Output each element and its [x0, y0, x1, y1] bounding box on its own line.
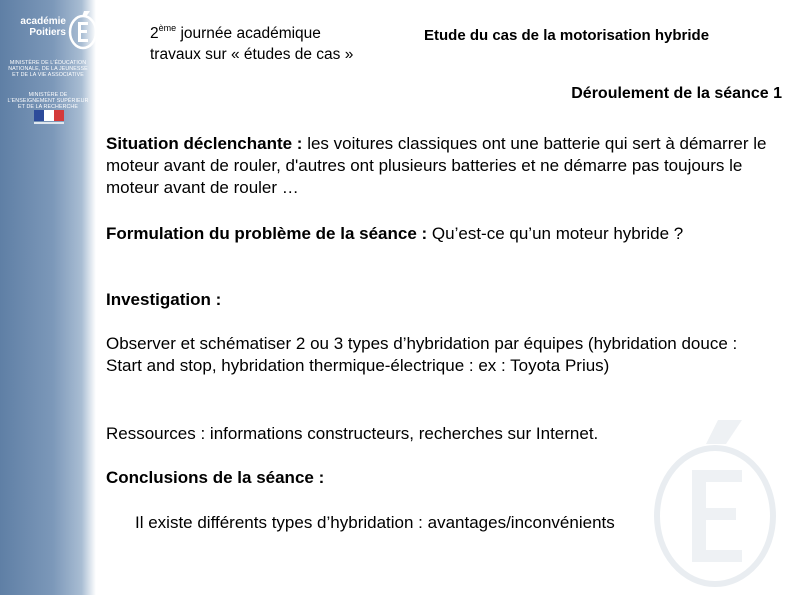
situation-text: les voitures classiques ont une batterie qui sert à démarrer le moteur avant de rouler, d'autres ont plusieurs batteries et ne démarre pas toujours le moteur avant de rouler … — [106, 134, 767, 197]
situation-label: Situation déclenchante : — [106, 134, 308, 153]
resources-text: Ressources : informations constructeurs, recherches sur Internet. — [106, 424, 599, 443]
situation-paragraph — [106, 133, 776, 199]
logo-text — [6, 16, 66, 38]
problem-label: Formulation du problème de la séance : — [106, 224, 432, 243]
academy-logo — [6, 10, 96, 54]
conclusions-text: Il existe différents types d’hybridation : avantages/inconvénients — [135, 513, 615, 532]
sidebar — [0, 0, 96, 595]
problem-text: Qu’est-ce qu’un moteur hybride ? — [431, 224, 684, 243]
session-title: Déroulement de la séance 1 — [571, 85, 782, 102]
event-superscript: ème — [158, 23, 177, 33]
event-number: 2 — [150, 25, 159, 42]
investigation-heading: Investigation : — [106, 290, 222, 309]
conclusions-heading: Conclusions de la séance : — [106, 468, 325, 487]
event-rest: journée académique — [176, 25, 321, 42]
event-title — [150, 18, 353, 65]
logo-line-poitiers: Poitiers — [29, 27, 66, 38]
investigation-text: Observer et schématiser 2 ou 3 types d’hybridation par équipes (hybridation douce : Start and stop, hybridation thermique-électrique : ex : Toyota Prius) — [106, 334, 738, 375]
ministry-research-label: MINISTÈRE DE L'ENSEIGNEMENT SUPÉRIEUR ET DE LA RECHERCHE — [7, 92, 89, 110]
problem-paragraph — [106, 223, 776, 245]
case-title: Etude du cas de la motorisation hybride — [424, 27, 710, 44]
event-subtitle: travaux sur « études de cas » — [150, 46, 354, 63]
french-republic-flag-icon — [34, 110, 64, 126]
ministry-education-label: MINISTÈRE DE L'ÉDUCATION NATIONALE, DE LA JEUNESSE ET DE LA VIE ASSOCIATIVE — [8, 60, 88, 78]
academy-e-icon — [68, 10, 98, 50]
logo-line-academie: académie — [20, 16, 66, 27]
